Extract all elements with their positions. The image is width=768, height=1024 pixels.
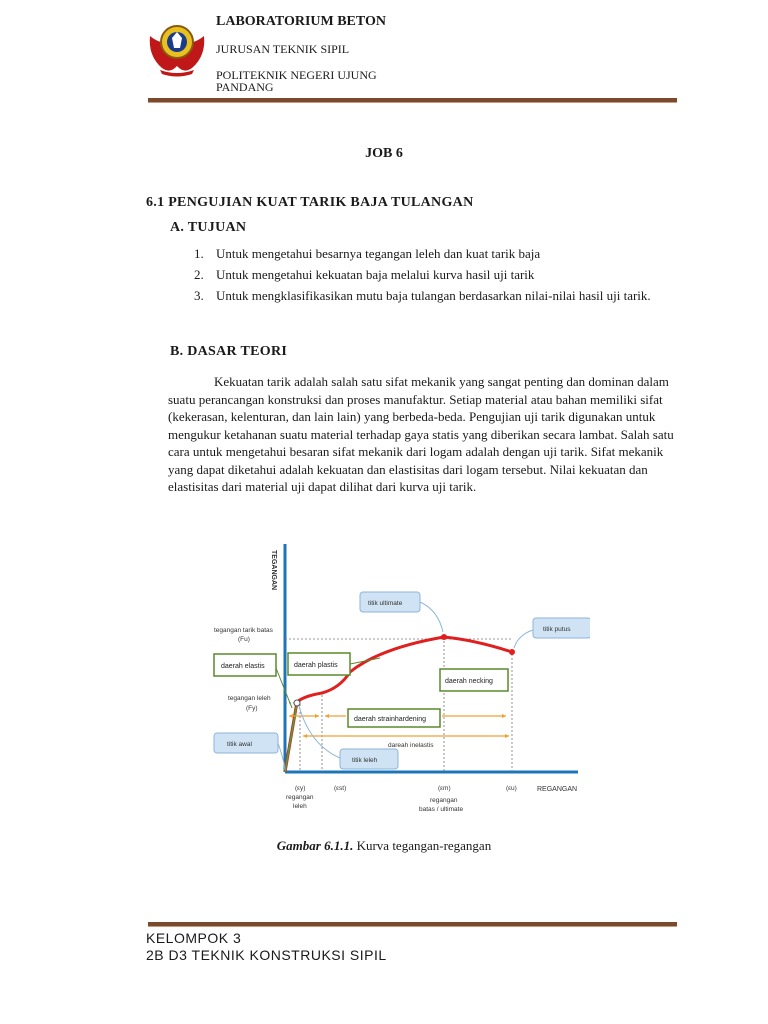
- tick-ey-sub1: regangan: [286, 794, 314, 801]
- figure-caption: [0, 838, 768, 854]
- box-plastis: daerah plastis: [294, 662, 338, 669]
- footer-rule: [148, 922, 677, 927]
- list-item: Untuk mengetahui kekuatan baja melalui kurva hasil uji tarik: [216, 267, 535, 282]
- tick-em: (εm): [438, 785, 451, 792]
- ultimate-point: [441, 634, 447, 640]
- tick-ey-sub2: leleh: [293, 803, 307, 810]
- footer-group: KELOMPOK 3: [146, 930, 242, 946]
- fu-label: tegangan tarik batas: [214, 627, 273, 634]
- tick-eu: (εu): [506, 785, 517, 792]
- callout-awal: titik awal: [227, 741, 252, 748]
- theory-paragraph: Kekuatan tarik adalah salah satu sifat mekanik yang sangat penting dan dominan dalam suatu perancangan konstruksi dan proses manufaktur. Setiap material atau bahan memiliki sifat (kekerasan, kelenturan, dan lain lain) yang berbeda-beda. Pengujian uji tarik digunakan untuk mengukur ketahanan suatu material terhadap gaya statis yang diberikan secara lambat. Salah satu cara untuk mengetahui besaran sifat mekanik dari logam adalah dengan uji tarik. Sifat mekanik yang dapat diketahui adalah kekuatan dan elastisitas dari logam tersebut. Nilai kekuatan dan elastisitas dari material uji dapat dilihat dari kurva uji tarik.: [168, 374, 674, 494]
- inelastis-label: dareah inelastis: [388, 742, 434, 749]
- job-title: JOB 6: [365, 146, 403, 161]
- fu-symbol: (Fu): [238, 636, 250, 643]
- x-axis-label: REGANGAN: [537, 786, 578, 793]
- caption-text: Kurva tegangan-regangan: [353, 838, 492, 853]
- list-item: Untuk mengetahui besarnya tegangan leleh dan kuat tarik baja: [216, 246, 541, 261]
- list-number: 1.: [194, 246, 204, 261]
- footer-class: 2B D3 TEKNIK KONSTRUKSI SIPIL: [146, 947, 387, 963]
- yield-point: [294, 700, 300, 706]
- rupture-point: [509, 649, 515, 655]
- section-title: 6.1 PENGUJIAN KUAT TARIK BAJA TULANGAN: [146, 195, 474, 210]
- list-number: 2.: [194, 267, 204, 282]
- fy-symbol: (Fy): [246, 705, 258, 712]
- stress-strain-figure: [200, 540, 590, 825]
- logo: [146, 16, 208, 78]
- caption-label: Gambar 6.1.1.: [276, 838, 354, 853]
- list-item: Untuk mengklasifikasikan mutu baja tulangan berdasarkan nilai-nilai hasil uji tarik.: [216, 288, 651, 303]
- subsection-dasar-teori: B. DASAR TEORI: [170, 344, 288, 359]
- tick-ey: (εy): [295, 785, 306, 792]
- subsection-tujuan: A. TUJUAN: [170, 220, 247, 235]
- box-strainhardening: daerah strainhardening: [354, 716, 426, 723]
- school-line-2: PANDANG: [216, 80, 274, 94]
- tick-em-sub2: batas / ultimate: [419, 806, 464, 813]
- box-elastis: daerah elastis: [221, 663, 265, 670]
- tick-em-sub1: regangan: [430, 797, 458, 804]
- box-necking: daerah necking: [445, 678, 493, 685]
- list-number: 3.: [194, 288, 204, 303]
- lab-name: LABORATORIUM BETON: [216, 14, 386, 29]
- school-line-1: POLITEKNIK NEGERI UJUNG: [216, 68, 377, 82]
- fy-label: tegangan leleh: [228, 695, 271, 702]
- callout-leleh: titik leleh: [352, 757, 378, 764]
- y-axis-label: TEGANGAN: [270, 550, 277, 591]
- department: JURUSAN TEKNIK SIPIL: [216, 42, 350, 56]
- header-rule: [148, 98, 677, 103]
- tick-est: (εst): [334, 785, 347, 792]
- callout-putus: titik putus: [543, 626, 571, 633]
- callout-ultimate: titik ultimate: [368, 600, 403, 607]
